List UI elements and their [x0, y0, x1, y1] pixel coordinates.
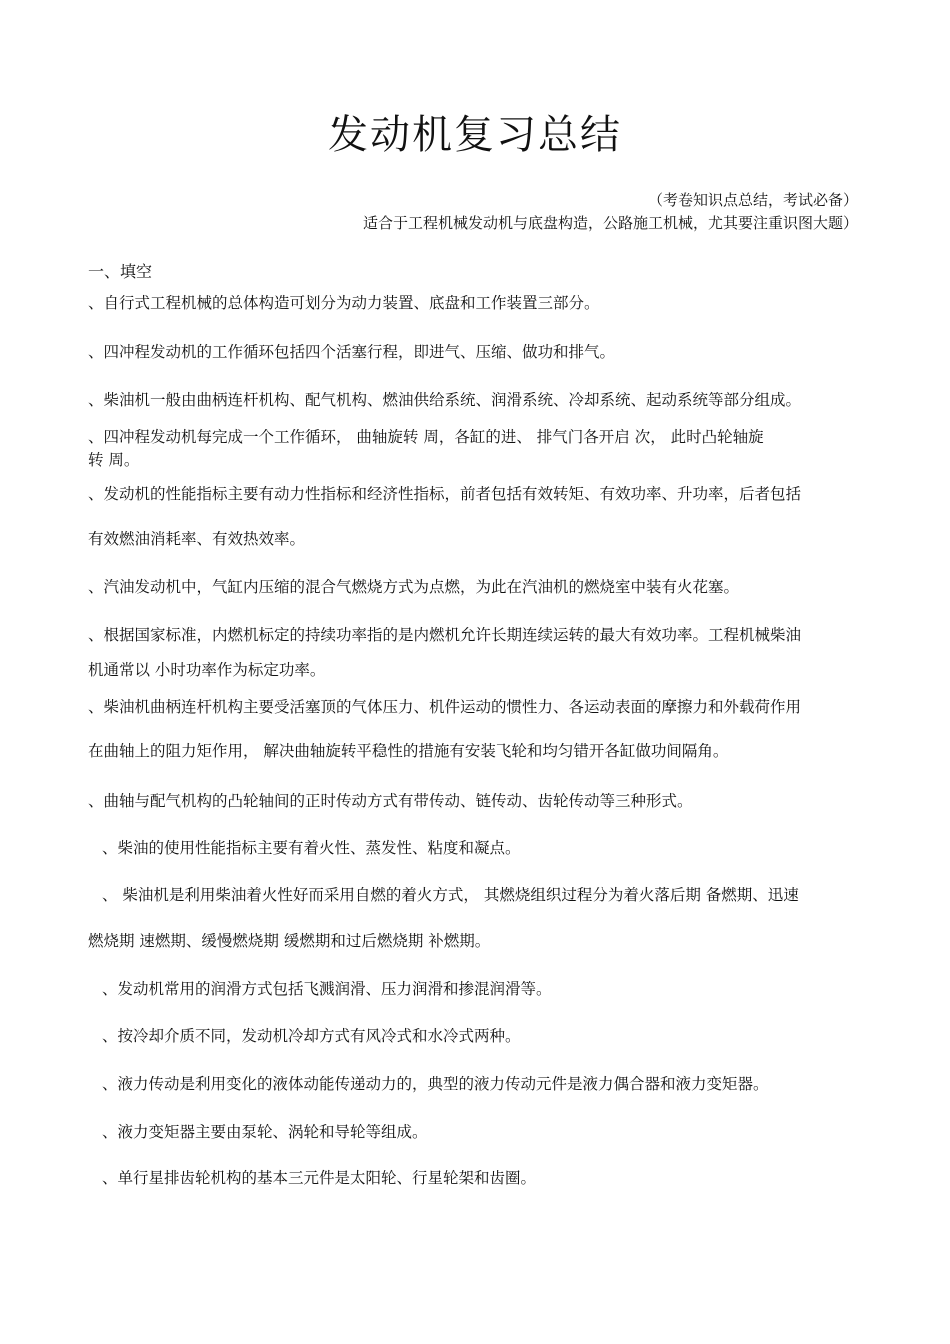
subtitle-scope-note: 适合于工程机械发动机与底盘构造，公路施工机械，尤其要注重识图大题）: [362, 214, 858, 232]
list-item-continuation: 有效燃油消耗率、有效热效率。: [88, 530, 306, 548]
list-item-continuation: 燃烧期 速燃期、缓慢燃烧期 缓燃期和过后燃烧期 补燃期。: [88, 932, 491, 950]
list-item: 、四冲程发动机的工作循环包括四个活塞行程，即进气、压缩、做功和排气。: [88, 343, 616, 361]
list-item: 、四冲程发动机每完成一个工作循环， 曲轴旋转 周，各缸的进、 排气门各开启 次， 此时凸轮轴旋: [88, 428, 764, 446]
list-item: 、自行式工程机械的总体构造可划分为动力装置、底盘和工作装置三部分。: [88, 294, 600, 312]
list-item: 、 柴油机是利用柴油着火性好而采用自燃的着火方式， 其燃烧组织过程分为着火落后期 备燃期、迅速: [102, 886, 799, 904]
list-item: 、发动机常用的润滑方式包括飞溅润滑、压力润滑和掺混润滑等。: [102, 980, 552, 998]
list-item: 、柴油机曲柄连杆机构主要受活塞顶的气体压力、机件运动的惯性力、各运动表面的摩擦力和外载荷作用: [88, 698, 802, 716]
list-item: 、柴油机一般由曲柄连杆机构、配气机构、燃油供给系统、润滑系统、冷却系统、起动系统等部分组成。: [88, 391, 802, 409]
list-item: 、汽油发动机中，气缸内压缩的混合气燃烧方式为点燃，为此在汽油机的燃烧室中装有火花塞。: [88, 578, 740, 596]
list-item: 、发动机的性能指标主要有动力性指标和经济性指标，前者包括有效转矩、有效功率、升功率，后者包括: [88, 485, 802, 503]
list-item: 、根据国家标准，内燃机标定的持续功率指的是内燃机允许长期连续运转的最大有效功率。工程机械柴油: [88, 626, 802, 644]
list-item-continuation: 转 周。: [88, 451, 140, 469]
list-item: 、单行星排齿轮机构的基本三元件是太阳轮、行星轮架和齿圈。: [102, 1169, 537, 1187]
list-item: 、柴油的使用性能指标主要有着火性、蒸发性、粘度和凝点。: [102, 839, 521, 857]
list-item: 、曲轴与配气机构的凸轮轴间的正时传动方式有带传动、链传动、齿轮传动等三种形式。: [88, 792, 693, 810]
list-item-continuation: 在曲轴上的阻力矩作用， 解决曲轴旋转平稳性的措施有安装飞轮和均匀错开各缸做功间隔角。: [88, 742, 729, 760]
section-heading-fill-in: 一、填空: [88, 262, 153, 281]
page-title: 发动机复习总结: [328, 112, 622, 158]
subtitle-exam-note: （考卷知识点总结，考试必备）: [647, 191, 858, 209]
list-item: 、液力变矩器主要由泵轮、涡轮和导轮等组成。: [102, 1123, 428, 1141]
list-item: 、按冷却介质不同，发动机冷却方式有风冷式和水冷式两种。: [102, 1027, 521, 1045]
list-item: 、液力传动是利用变化的液体动能传递动力的，典型的液力传动元件是液力偶合器和液力变矩器。: [102, 1075, 769, 1093]
list-item-continuation: 机通常以 小时功率作为标定功率。: [88, 661, 326, 679]
